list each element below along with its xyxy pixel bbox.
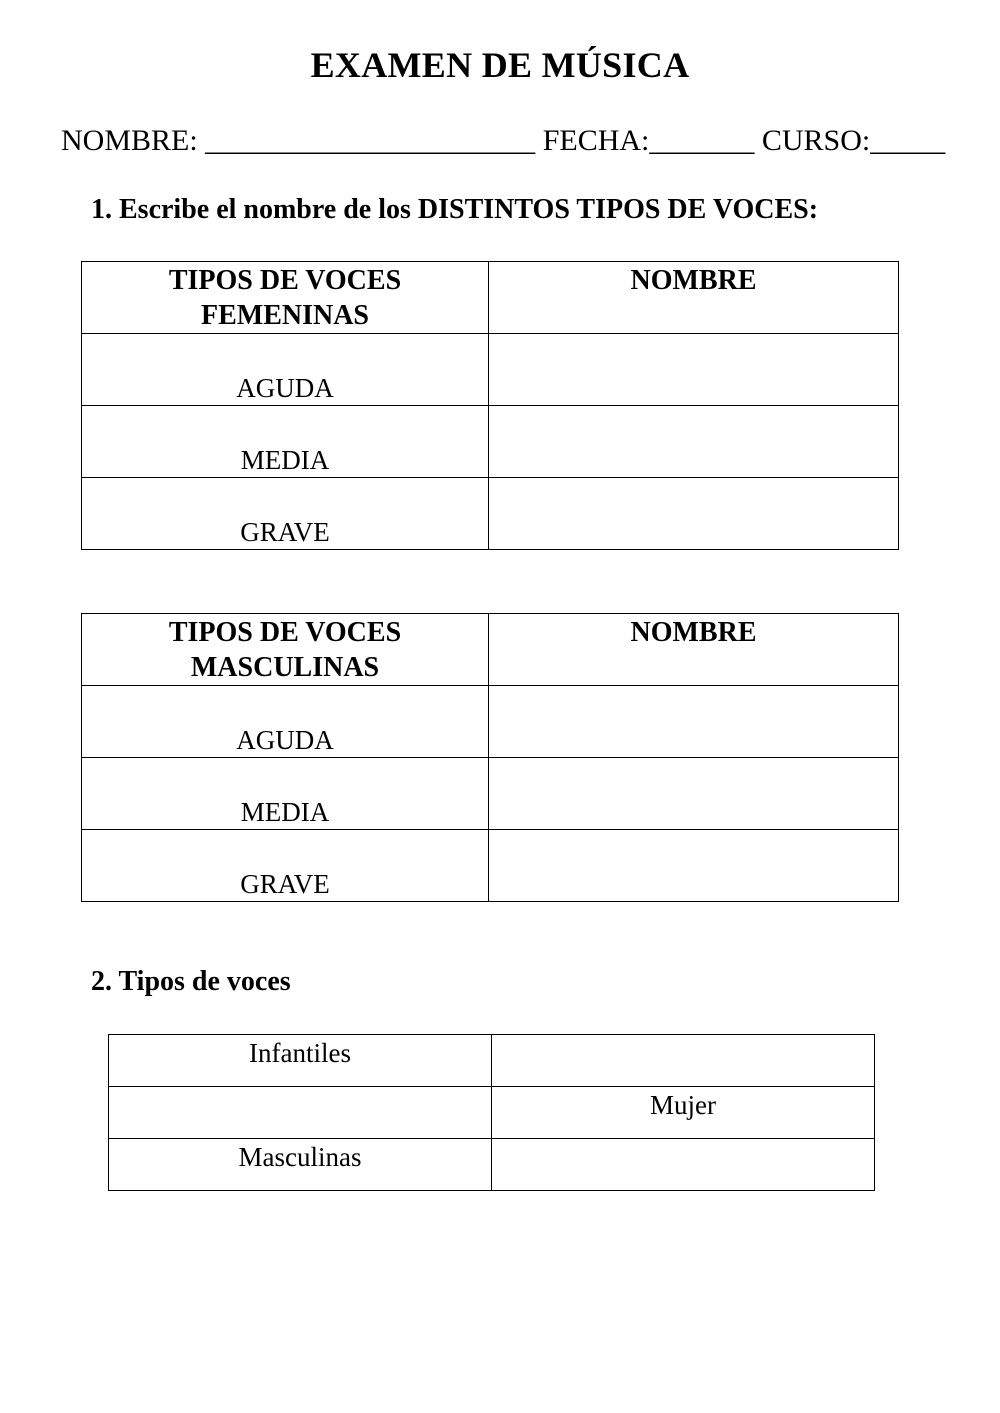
header-tipos-masculinas [82, 614, 489, 686]
student-info-line [61, 124, 945, 158]
table-header-row [82, 262, 899, 334]
fecha-field[interactable]: FECHA:_______ [542, 124, 755, 157]
curso-field[interactable]: CURSO:_____ [761, 124, 946, 157]
header-line: TIPOS DE VOCES [168, 265, 402, 296]
answer-cell[interactable] [489, 830, 899, 902]
table-header-row [82, 614, 899, 686]
answer-cell[interactable] [489, 478, 899, 550]
answer-cell[interactable] [489, 334, 899, 406]
header-tipos-femeninas [82, 262, 489, 334]
answer-cell[interactable] [492, 1035, 875, 1087]
answer-cell[interactable] [492, 1139, 875, 1191]
table-row [109, 1035, 875, 1087]
voice-label: AGUDA [82, 686, 489, 758]
page-title: EXAMEN DE MÚSICA [310, 45, 690, 85]
question-2-heading: 2. Tipos de voces [91, 966, 291, 997]
header-line: FEMENINAS [200, 300, 369, 331]
type-cell: Masculinas [109, 1139, 492, 1191]
header-line: MASCULINAS [190, 652, 380, 683]
voice-label: AGUDA [82, 334, 489, 406]
header-nombre: NOMBRE [489, 614, 899, 686]
answer-cell[interactable] [489, 686, 899, 758]
table-voces-masculinas [81, 613, 899, 902]
header-nombre: NOMBRE [489, 262, 899, 334]
voice-label: MEDIA [82, 406, 489, 478]
table-row [82, 478, 899, 550]
table-row [82, 830, 899, 902]
nombre-field[interactable]: NOMBRE: ______________________ [61, 124, 536, 157]
table-row [82, 758, 899, 830]
answer-cell[interactable] [109, 1087, 492, 1139]
table-row [82, 334, 899, 406]
table-row [82, 686, 899, 758]
table-tipos-de-voces [108, 1034, 875, 1191]
table-row [109, 1139, 875, 1191]
voice-label: GRAVE [82, 478, 489, 550]
voice-label: GRAVE [82, 830, 489, 902]
table-row [82, 406, 899, 478]
question-1-heading: 1. Escribe el nombre de los DISTINTOS TIPOS DE VOCES: [91, 194, 819, 225]
table-voces-femeninas [81, 261, 899, 550]
answer-cell[interactable] [489, 406, 899, 478]
voice-label: MEDIA [82, 758, 489, 830]
table-row [109, 1087, 875, 1139]
type-cell: Mujer [492, 1087, 875, 1139]
answer-cell[interactable] [489, 758, 899, 830]
type-cell: Infantiles [109, 1035, 492, 1087]
header-line: TIPOS DE VOCES [168, 617, 402, 648]
